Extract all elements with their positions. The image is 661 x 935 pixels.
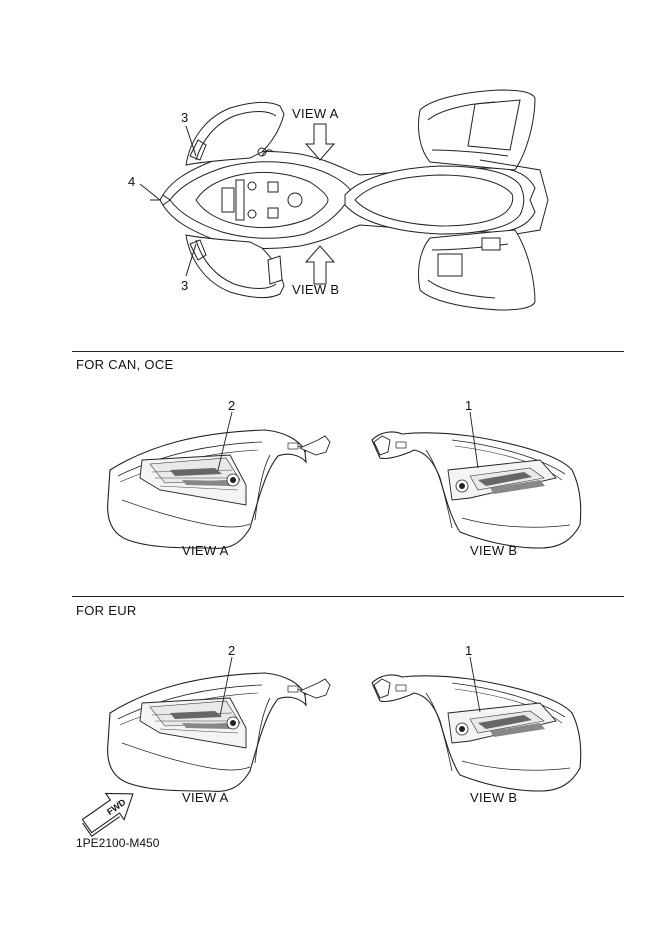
section-divider — [72, 351, 624, 352]
section-heading: FOR EUR — [76, 603, 137, 618]
section1-view-b-fender — [372, 432, 581, 548]
section2-view-a-fender — [108, 673, 330, 791]
callout-1: 1 — [465, 643, 473, 658]
callout-3-lower: 3 — [181, 278, 189, 293]
callout-2: 2 — [228, 643, 236, 658]
callout-4: 4 — [128, 174, 136, 189]
view-b-label-top: VIEW B — [292, 282, 340, 297]
view-b-caption: VIEW B — [470, 790, 518, 805]
callout-3-upper: 3 — [181, 110, 189, 125]
atv-top-view — [140, 90, 548, 310]
section-heading: FOR CAN, OCE — [76, 357, 174, 372]
callout-1: 1 — [465, 398, 473, 413]
callout-2: 2 — [228, 398, 236, 413]
view-a-caption: VIEW A — [182, 790, 229, 805]
section-divider — [72, 596, 624, 597]
section1-view-a-fender — [108, 430, 330, 548]
view-b-caption: VIEW B — [470, 543, 518, 558]
fwd-label: FWD — [104, 797, 128, 817]
view-a-label-top: VIEW A — [292, 106, 339, 121]
view-a-caption: VIEW A — [182, 543, 229, 558]
part-code: 1PE2100-M450 — [76, 836, 160, 850]
